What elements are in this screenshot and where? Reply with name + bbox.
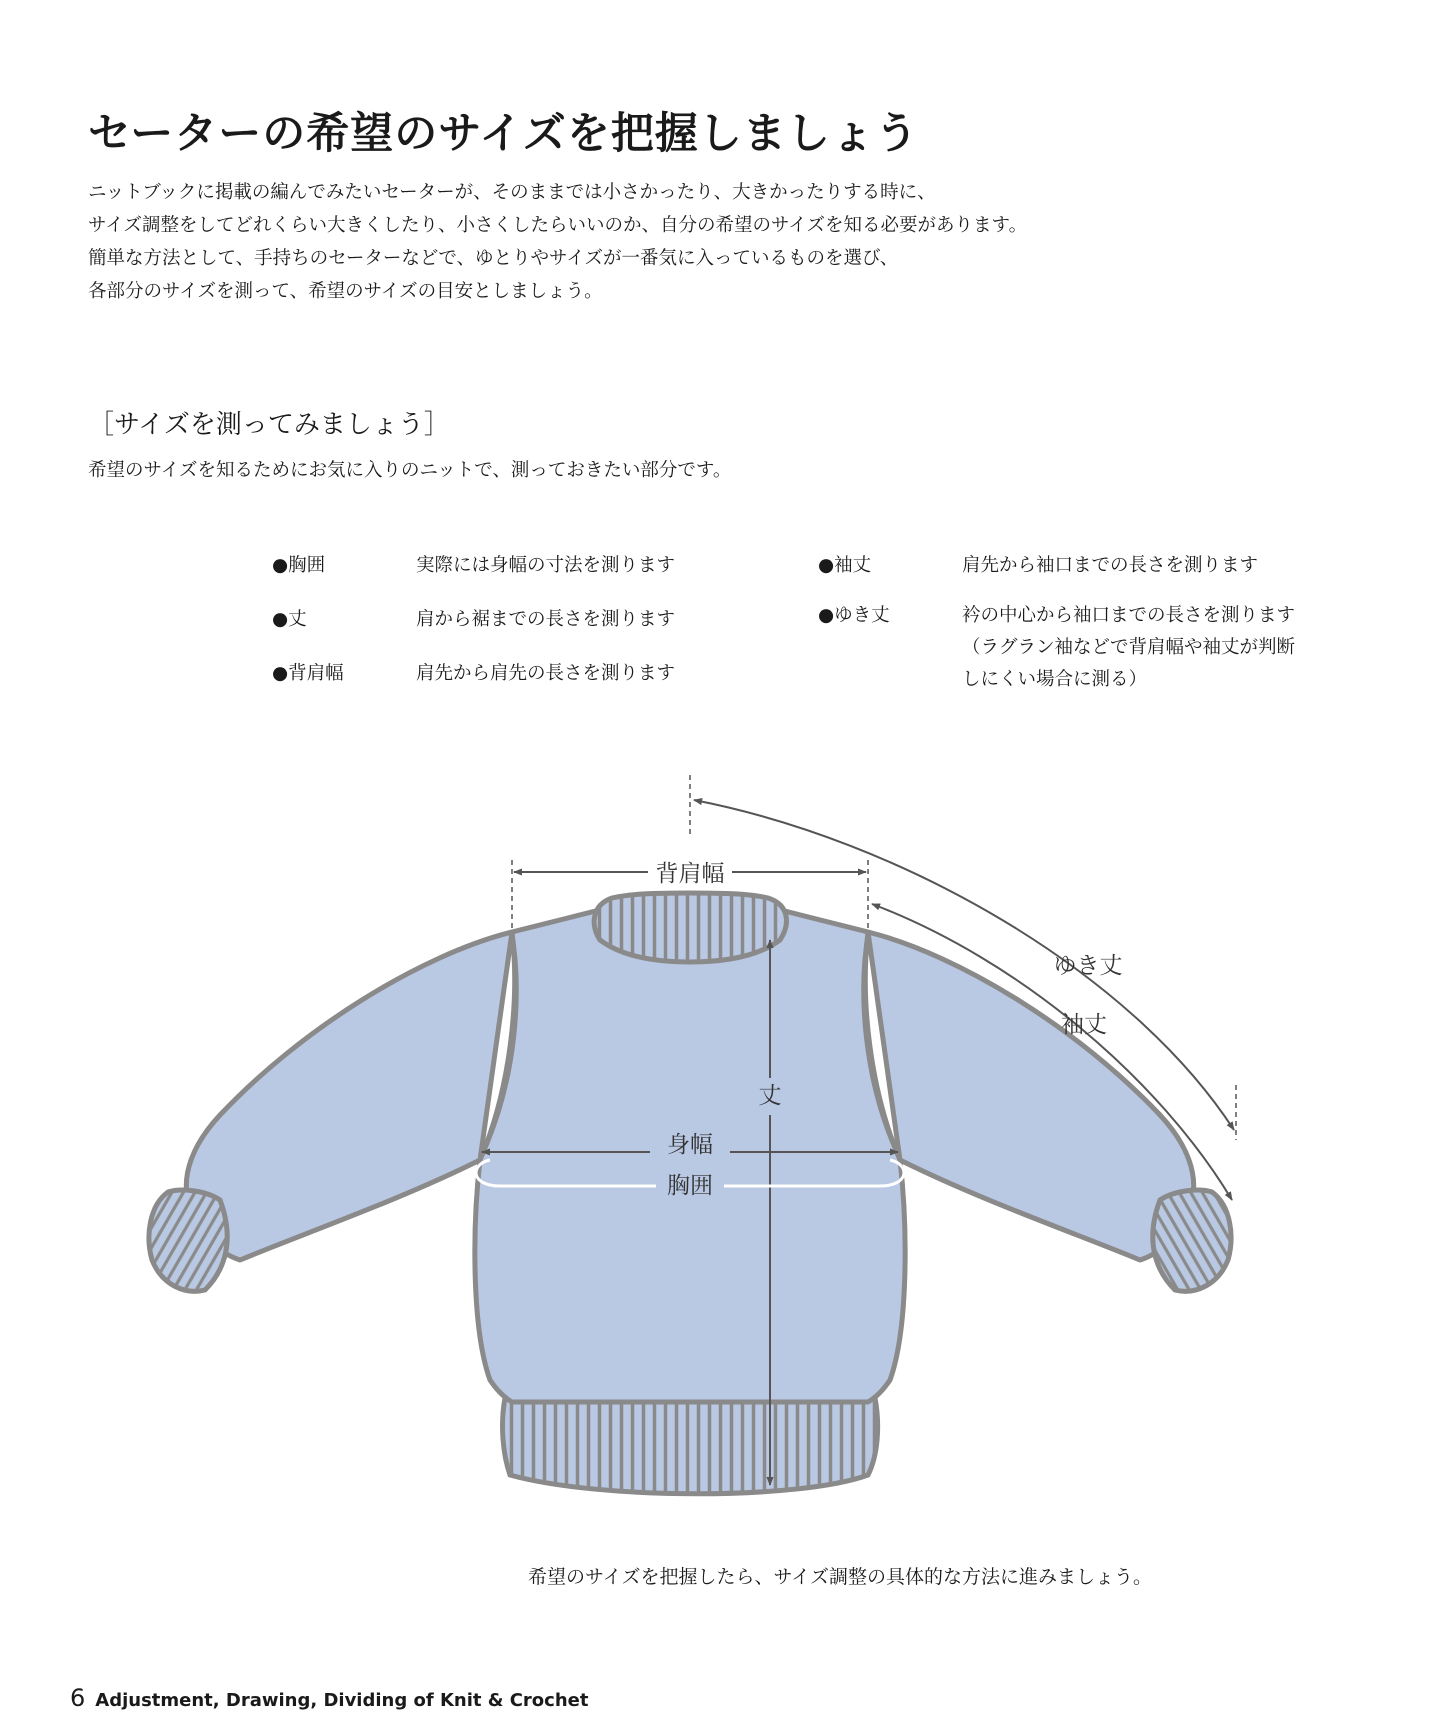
measurement-term: ●背肩幅: [272, 663, 344, 684]
measurement-desc: 衿の中心から袖口までの長さを測ります: [962, 605, 1296, 626]
right-sleeve: [868, 932, 1194, 1260]
measurement-term: ●胸囲: [272, 555, 326, 576]
intro-paragraph: [88, 176, 1027, 308]
measurement-desc: 肩先から袖口までの長さを測ります: [962, 555, 1259, 576]
page-number: 6: [70, 1684, 86, 1712]
sweater-diagram-svg: [0, 760, 1445, 1520]
intro-line: ニットブックに掲載の編んでみたいセーターが、そのままでは小さかったり、大きかったりする時に、: [88, 182, 936, 203]
sweater-diagram: [0, 760, 1445, 1524]
label-length: 丈: [758, 1083, 782, 1109]
measurement-desc: 肩先から肩先の長さを測ります: [416, 663, 676, 684]
closing-text: 希望のサイズを把握したら、サイズ調整の具体的な方法に進みましょう。: [528, 1566, 1152, 1588]
intro-line: 各部分のサイズを測って、希望のサイズの目安としましょう。: [88, 281, 603, 302]
page-footer: [70, 1684, 588, 1712]
measurement-length: [272, 604, 675, 658]
collar-ribbing: [594, 893, 786, 962]
measurement-desc: しにくい場合に測る）: [962, 669, 1148, 690]
label-yuki-length: ゆき丈: [1053, 953, 1123, 979]
left-cuff: [149, 1190, 227, 1291]
section-subtitle: 希望のサイズを知るためにお気に入りのニットで、測っておきたい部分です。: [88, 460, 732, 481]
intro-line: サイズ調整をしてどれくらい大きくしたり、小さくしたらいいのか、自分の希望のサイズを知る必要があります。: [88, 215, 1028, 236]
label-sleeve-length: 袖丈: [1061, 1012, 1107, 1038]
measurement-term: ●袖丈: [818, 555, 872, 576]
measurement-term: ●ゆき丈: [818, 605, 890, 626]
label-chest: 胸囲: [667, 1173, 713, 1199]
measurement-desc: 実際には身幅の寸法を測ります: [416, 555, 676, 576]
left-sleeve: [186, 932, 512, 1260]
measurement-list-right: [818, 550, 1295, 714]
measurement-list-left: [272, 550, 675, 712]
measurement-desc: （ラグラン袖などで背肩幅や袖丈が判断: [962, 637, 1296, 658]
measurement-shoulder-width: [272, 658, 675, 712]
section-title: ［サイズを測ってみましょう］: [88, 410, 450, 440]
page-title: セーターの希望のサイズを把握しましょう: [88, 109, 919, 159]
measurement-sleeve-length: [818, 550, 1295, 582]
measurement-yuki-length: [818, 600, 1295, 696]
label-shoulder-width: 背肩幅: [655, 861, 725, 887]
book-title: Adjustment, Drawing, Dividing of Knit & Crochet: [95, 1690, 589, 1711]
measurement-chest: [272, 550, 675, 604]
label-body-width: 身幅: [667, 1132, 713, 1158]
right-cuff: [1153, 1190, 1231, 1291]
intro-line: 簡単な方法として、手持ちのセーターなどで、ゆとりやサイズが一番気に入っているものを選び、: [88, 248, 899, 269]
measurement-term: ●丈: [272, 609, 307, 630]
hem-ribbing: [503, 1398, 878, 1494]
measurement-desc: 肩から裾までの長さを測ります: [416, 609, 676, 630]
